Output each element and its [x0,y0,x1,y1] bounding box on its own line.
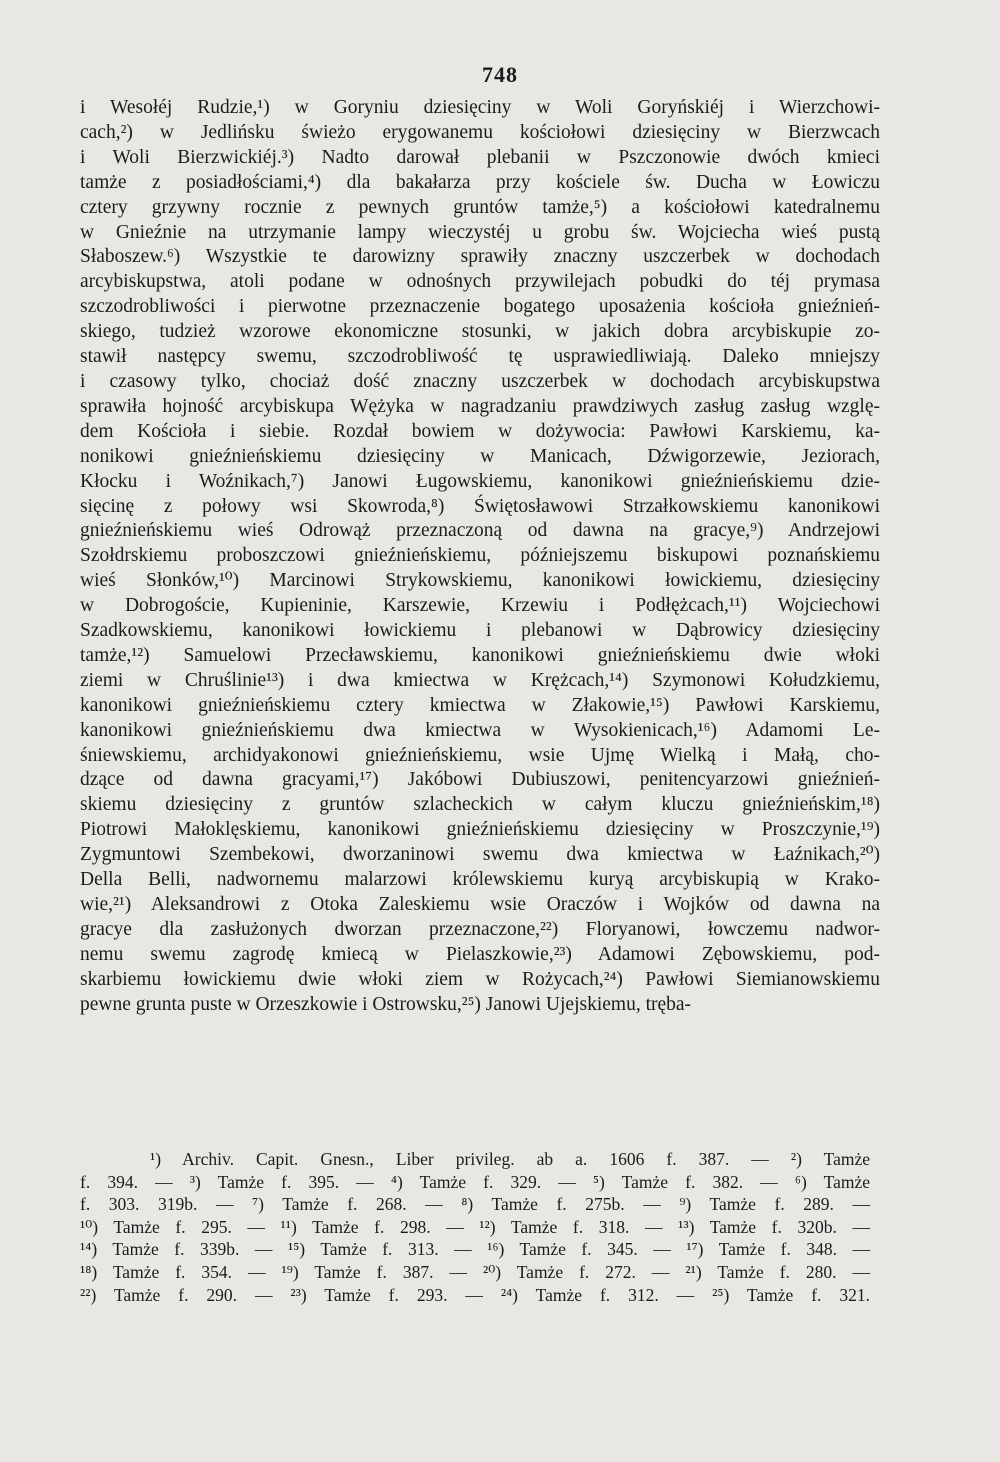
text-line: arcybiskupstwa, atoli podane w odnośnych przywilejach pobudki do téj prymasa [80,271,880,293]
text-line: wie,²¹) Aleksandrowi z Otoka Zaleskiemu wsie Oraczów i Wojków od dawna na [80,894,880,915]
text-line: Kłocku i Woźnikach,⁷) Janowi Ługowskiemu, kanonikowi gnieźnieńskiemu dzie- [80,470,880,492]
text-line: dem Kościoła i siebie. Rozdał bowiem w dożywocia: Pawłowi Karskiemu, ka- [80,420,880,442]
footnote-line: ²²) Tamże f. 290. — ²³) Tamże f. 293. — ²⁴) Tamże f. 312. — ²⁵) Tamże f. 321. [80,1284,870,1305]
text-line: sięcinę z połowy wsi Skowroda,⁸) Świętosławowi Strzałkowskiemu kanonikowi [80,495,880,517]
footnote-line: ¹) Archiv. Capit. Gnesn., Liber privileg. ab a. 1606 f. 387. — ²) Tamże [150,1149,870,1169]
footnote-line: f. 394. — ³) Tamże f. 395. — ⁴) Tamże f. 329. — ⁵) Tamże f. 382. — ⁶) Tamże [80,1171,870,1192]
footnote-line: f. 303. 319b. — ⁷) Tamże f. 268. — ⁸) Tamże f. 275b. — ⁹) Tamże f. 289. — [80,1194,870,1215]
text-line: tamże,¹²) Samuelowi Przecławskiemu, kanonikowi gnieźnieńskiemu dwie włoki [80,644,880,666]
text-line: dzące od dawna gracyami,¹⁷) Jakóbowi Dubiuszowi, penitencyarzowi gnieźnień- [80,769,880,791]
text-line: Szołdrskiemu proboszczowi gnieźnieńskiemu, późniejszemu biskupowi poznańskiemu [80,545,880,567]
text-line: skarbiemu łowickiemu dwie włoki ziem w Rożycach,²⁴) Pawłowi Siemianowskiemu [80,968,880,990]
text-line: szczodrobliwości i pierwotne przeznaczenie bogatego uposażenia kościoła gnieźnień- [80,296,880,318]
text-line: ziemi w Chruślinie¹³) i dwa kmiectwa w Krężcach,¹⁴) Szymonowi Kołudzkiemu, [80,669,880,691]
text-line: nemu swemu zagrodę kmiecą w Pielaszkowie,²³) Adamowi Zębowskiemu, pod- [80,943,880,965]
text-line: Szadkowskiemu, kanonikowi łowickiemu i plebanowi w Dąbrowicy dziesięciny [80,620,880,642]
text-line: pewne grunta puste w Orzeszkowie i Ostrowsku,²⁵) Janowi Ujejskiemu, tręba- [80,993,692,1015]
text-line: cztery grzywny rocznie z pewnych gruntów tamże,⁵) a kościołowi katedralnemu [80,196,880,218]
text-line: Słaboszew.⁶) Wszystkie te darowizny sprawiły znaczny uszczerbek w dochodach [80,246,880,268]
text-line: kanonikowi gnieźnieńskiemu cztery kmiectwa w Złakowie,¹⁵) Pawłowi Karskiemu, [80,694,880,716]
text-line: sprawiła hojność arcybiskupa Wężyka w nagradzaniu prawdziwych zasług zasług wzglę- [80,395,880,417]
footnote-line: ¹⁴) Tamże f. 339b. — ¹⁵) Tamże f. 313. — ¹⁶) Tamże f. 345. — ¹⁷) Tamże f. 348. — [80,1239,870,1260]
text-line: w Gnieźnie na utrzymanie lampy wieczystéj u grobu św. Wojciecha wieś pustą [80,221,880,243]
text-line: gnieźnieńskiemu wieś Odrowąż przeznaczoną od dawna na gracye,⁹) Andrzejowi [80,520,880,542]
footnote-line: ¹⁰) Tamże f. 295. — ¹¹) Tamże f. 298. — ¹²) Tamże f. 318. — ¹³) Tamże f. 320b. — [80,1216,870,1237]
text-line: Piotrowi Małoklęskiemu, kanonikowi gnieźnieńskiemu dziesięciny w Proszczynie,¹⁹) [80,819,880,841]
text-line: wieś Słonków,¹⁰) Marcinowi Strykowskiemu, kanonikowi łowickiemu, dziesięciny [80,570,880,592]
text-line: kanonikowi gnieźnieńskiemu dwa kmiectwa w Wysokienicach,¹⁶) Adamomi Le- [80,719,880,741]
text-line: Zygmuntowi Szembekowi, dworzaninowi swemu dwa kmiectwa w Łaźnikach,²⁰) [80,844,880,866]
text-line: skiego, tudzież wzorowe ekonomiczne stosunki, w jakich dobra arcybiskupie zo- [80,321,880,343]
text-line: skiemu dziesięciny z gruntów szlacheckich w całym kluczu gnieźnieńskim,¹⁸) [80,794,880,816]
main-text [80,96,880,1018]
page-number: 748 [482,62,518,87]
text-line: i Woli Bierzwickiéj.³) Nadto darował plebanii w Pszczonowie dwóch kmieci [80,146,880,168]
text-line: nonikowi gnieźnieńskiemu dziesięciny w Manicach, Dźwigorzewie, Jeziorach, [80,445,880,467]
footnotes [80,1148,870,1306]
text-line: i czasowy tylko, chociaż dość znaczny uszczerbek w dochodach arcybiskupstwa [80,370,880,392]
text-line: gracye dla zasłużonych dworzan przeznaczone,²²) Floryanowi, łowczemu nadwor- [80,918,880,940]
footnote-line: ¹⁸) Tamże f. 354. — ¹⁹) Tamże f. 387. — ²⁰) Tamże f. 272. — ²¹) Tamże f. 280. — [80,1261,870,1282]
text-line: cach,²) w Jedlińsku świeżo erygowanemu kościołowi dziesięciny w Bierzwcach [80,121,880,143]
text-line: tamże z posiadłościami,⁴) dla bakałarza przy kościele św. Ducha w Łowiczu [80,171,880,193]
text-line: i Wesołéj Rudzie,¹) w Goryniu dziesięciny w Woli Goryńskiéj i Wierzchowi- [80,97,880,118]
text-line: śniewskiemu, archidyakonowi gnieźnieńskiemu, wsie Ujmę Wielką i Małą, cho- [80,744,880,766]
text-line: w Dobrogoście, Kupieninie, Karszewie, Krzewiu i Podłężcach,¹¹) Wojciechowi [80,595,880,617]
text-line: Della Belli, nadwornemu malarzowi królewskiemu kuryą arcybiskupią w Krako- [80,869,880,891]
text-line: stawił następcy swemu, szczodrobliwość tę usprawiedliwiają. Daleko mniejszy [80,346,880,368]
